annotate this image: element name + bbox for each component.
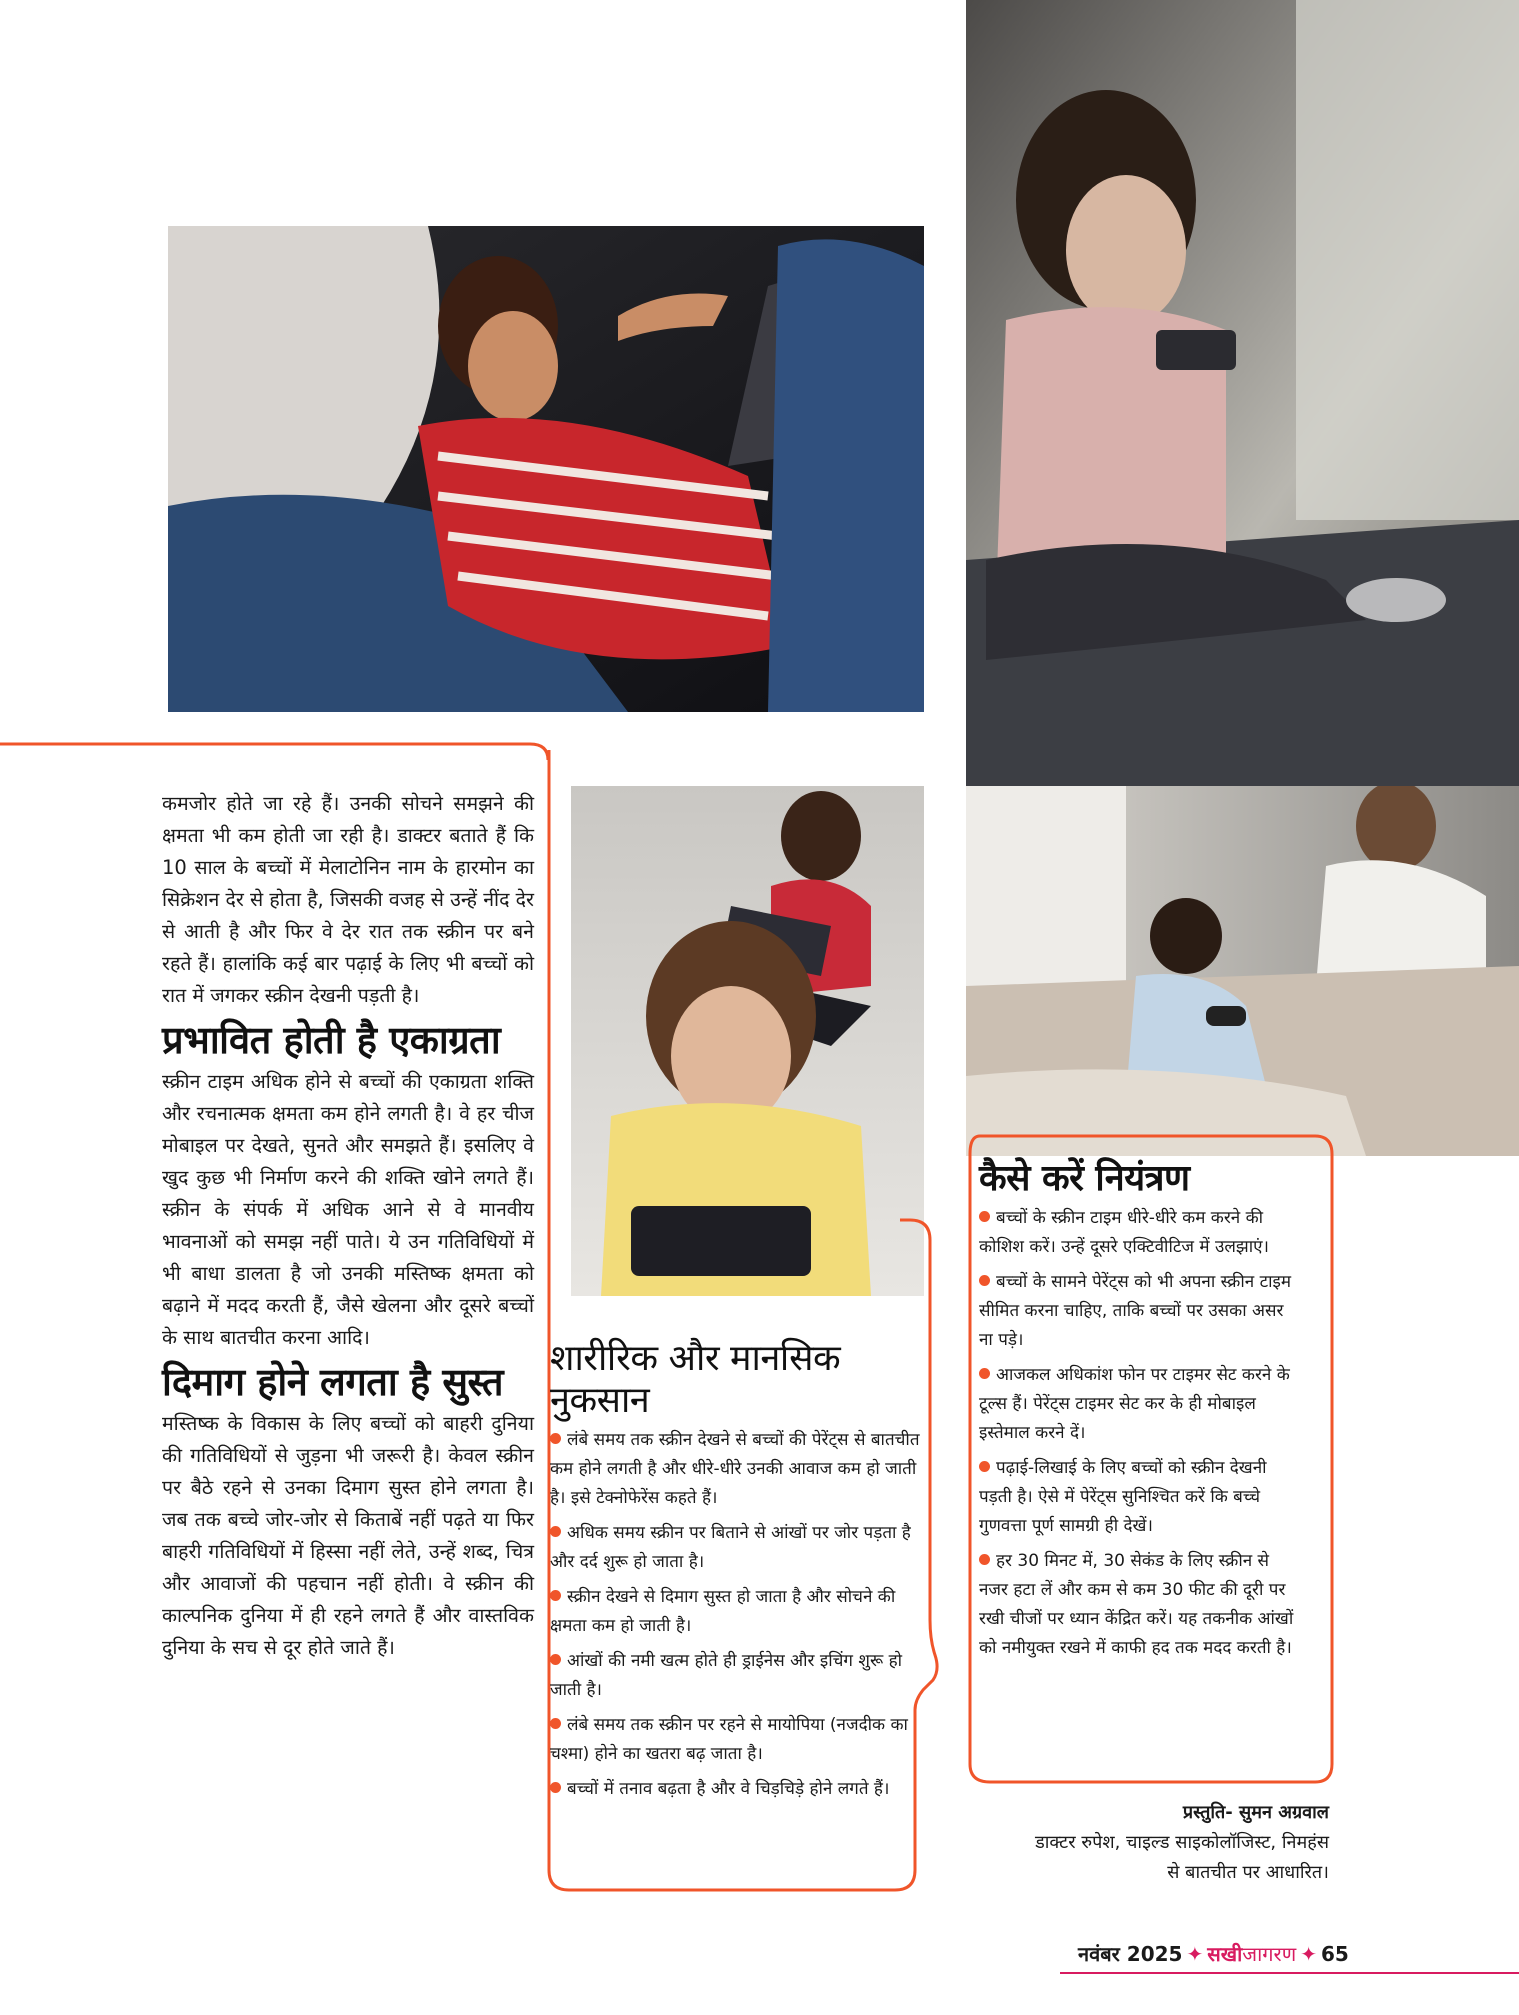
list-item: आजकल अधिकांश फोन पर टाइमर सेट करने के टूल्स हैं। पेरेंट्स टाइमर सेट कर के ही मोबाइल इस्तेमाल करने दें। [979,1365,1290,1443]
list-item: बच्चों में तनाव बढ़ता है और वे चिड़चिड़े होने लगते हैं। [550,1775,930,1804]
list-item: अधिक समय स्क्रीन पर बिताने से आंखों पर जोर पड़ता है और दर्द शुरू हो जाता है। [550,1523,911,1572]
footer-divider [1060,1972,1519,1974]
photo-father-son-gaming [966,786,1519,1156]
page-number: 65 [1320,1941,1349,1966]
brand-sakhi: सखी [1207,1942,1243,1966]
source-line-2: से बातचीत पर आधारित। [1167,1862,1329,1883]
box-physical-mental-harm [550,1338,930,1810]
frame-left-border [0,740,560,760]
bullet-icon [979,1275,990,1286]
issue-month: नवंबर 2025 [1078,1942,1183,1966]
bullet-icon [550,1654,561,1665]
bullet-icon [979,1211,990,1222]
list-item: लंबे समय तक स्क्रीन पर रहने से मायोपिया (नजदीक का चश्मा) होने का खतरा बढ़ जाता है। [550,1715,908,1764]
control-list [979,1204,1301,1663]
bullet-icon [550,1526,561,1537]
bullet-icon [550,1782,561,1793]
heading-concentration: प्रभावित होती है एकाग्रता [162,1018,501,1062]
source-line-1: डाक्टर रुपेश, चाइल्ड साइकोलॉजिस्ट, निमहंस [1035,1832,1329,1853]
article-credit [1035,1798,1329,1888]
bullet-icon [550,1718,561,1729]
star-icon: ✦ [1300,1941,1317,1966]
bullet-icon [979,1368,990,1379]
left-column [162,788,534,1664]
harm-list [550,1426,930,1804]
heading-how-to-control: कैसे करें नियंत्रण [979,1158,1190,1199]
bullet-icon [550,1590,561,1601]
photo-girl-phone-bedroom [966,0,1519,786]
heading-brain-slow: दिमाग होने लगता है सुस्त [162,1360,503,1404]
bullet-icon [979,1461,990,1472]
list-item: आंखों की नमी खत्म होते ही ड्राईनेस और इचिंग शुरू हो जाती है। [550,1651,903,1700]
list-item: लंबे समय तक स्क्रीन देखने से बच्चों की पेरेंट्स से बातचीत कम होने लगती है और धीरे-धीरे उनकी आवाज कम हो जाती है। इसे टेक्नोफेरेंस कहते हैं। [550,1430,920,1508]
brain-slow-paragraph: मस्तिष्क के विकास के लिए बच्चों को बाहरी दुनिया की गतिविधियों से जुड़ना भी जरूरी है। केवल स्क्रीन पर बैठे रहने से उनका दिमाग सुस्त होने लगता है। जब तक बच्चे जोर-जोर से किताबें नहीं पढ़ते या फिर बाहरी गतिविधियों में हिस्सा नहीं लेते, उन्हें शब्द, चित्र और आवाजों की पहचान नहीं होती। वे स्क्रीन की काल्पनिक दुनिया में ही रहने लगते हैं और वास्तविक दुनिया के सच से दूर होते जाते हैं। [162,1412,534,1659]
intro-paragraph: कमजोर होते जा रहे हैं। उनकी सोचने समझने की क्षमता भी कम होती जा रही है। डाक्टर बताते हैं कि 10 साल के बच्चों में मेलाटोनिन नाम के हारमोन का सिक्रेशन देर से होता है, जिसकी वजह से उन्हें नींद देर से आती है और फिर वे देर रात तक स्क्रीन पर बने रहते हैं। हालांकि कई बार पढ़ाई के लिए भी बच्चों को रात में जगकर स्क्रीन देखनी पड़ती है। [162,792,534,1007]
concentration-paragraph: स्क्रीन टाइम अधिक होने से बच्चों की एकाग्रता शक्ति और रचनात्मक क्षमता कम होने लगती है। वे हर चीज मोबाइल पर देखते, सुनते और समझते हैं। इसलिए वे खुद कुछ भी निर्माण करने की शक्ति खोने लगते हैं। स्क्रीन के संपर्क में अधिक आने से वे मानवीय भावनाओं को समझ नहीं पाते। ये उन गतिविधियों में भी बाधा डालता है जो उनकी मस्तिष्क क्षमता को बढ़ाने में मदद करती हैं, जैसे खेलना और दूसरे बच्चों के साथ बातचीत करना आदि। [162,1070,534,1349]
bullet-icon [550,1433,561,1444]
box-how-to-control [979,1158,1301,1669]
list-item: बच्चों के सामने पेरेंट्स को भी अपना स्क्रीन टाइम सीमित करना चाहिए, ताकि बच्चों पर उसका असर ना पड़े। [979,1272,1292,1350]
list-item: हर 30 मिनट में, 30 सेकंड के लिए स्क्रीन से नजर हटा लें और कम से कम 30 फीट की दूरी पर रखी चीजों पर ध्यान केंद्रित करें। यह तकनीक आंखों को नमीयुक्त रखने में काफी हद तक मदद करती है। [979,1551,1294,1658]
photo-girl-drawing-tablet [168,226,924,712]
star-icon: ✦ [1186,1941,1204,1966]
list-item: बच्चों के स्क्रीन टाइम धीरे-धीरे कम करने की कोशिश करें। उन्हें दूसरे एक्टिवीटिज में उलझाएं। [979,1208,1269,1257]
page-footer [1078,1940,1349,1967]
brand-jagran: जागरण [1242,1942,1297,1966]
presented-by: प्रस्तुति- सुमन अग्रवाल [1182,1802,1329,1823]
bullet-icon [979,1554,990,1565]
heading-physical-mental: शारीरिक और मानसिक नुकसान [550,1338,841,1421]
list-item: स्क्रीन देखने से दिमाग सुस्त हो जाता है और सोचने की क्षमता कम हो जाती है। [550,1587,896,1636]
list-item: पढ़ाई-लिखाई के लिए बच्चों को स्क्रीन देखनी पड़ती है। ऐसे में पेरेंट्स सुनिश्चित करें कि बच्चे गुणवत्ता पूर्ण सामग्री ही देखें। [979,1458,1267,1536]
